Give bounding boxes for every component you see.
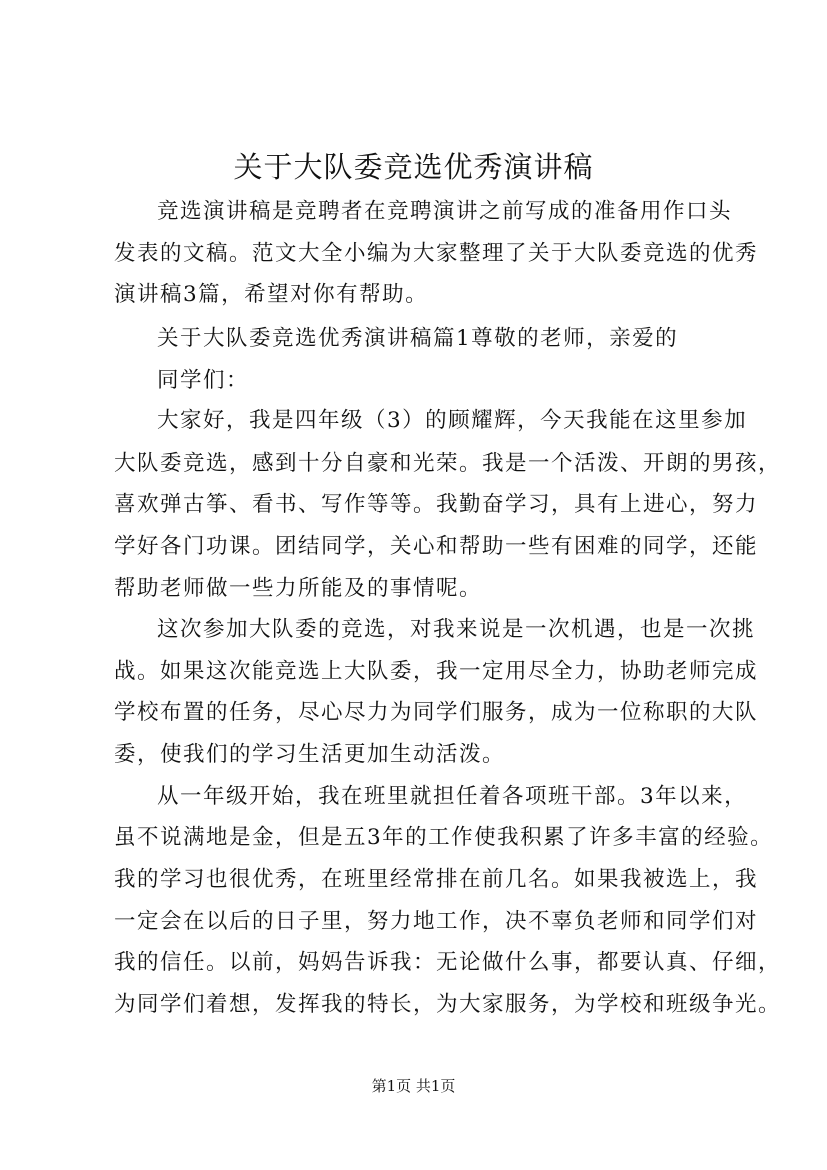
text-line-15: 从一年级开始，我在班里就担任着各项班干部。3年以来，	[157, 784, 748, 809]
text-line-7: 大队委竞选，感到十分自豪和光荣。我是一个活泼、开朗的男孩，	[114, 451, 782, 476]
text-line-1: 竞选演讲稿是竞聘者在竞聘演讲之前写成的准备用作口头	[157, 199, 733, 224]
text-line-17: 我的学习也很优秀，在班里经常排在前几名。如果我被选上，我	[114, 867, 759, 892]
text-line-2: 发表的文稿。范文大全小编为大家整理了关于大队委竞选的优秀	[114, 241, 759, 266]
text-line-16: 虽不说满地是金，但是五3年的工作使我积累了许多丰富的经验。	[114, 825, 774, 850]
page-footer: 第1页 共1页	[371, 1077, 456, 1095]
text-line-14: 委，使我们的学习生活更加生动活泼。	[114, 742, 506, 767]
text-line-20: 为同学们着想，发挥我的特长，为大家服务，为学校和班级争光。	[114, 992, 782, 1017]
text-line-6: 大家好，我是四年级（3）的顾耀辉，今天我能在这里参加	[157, 408, 748, 433]
text-line-11: 这次参加大队委的竞选，对我来说是一次机遇，也是一次挑	[157, 617, 756, 642]
document-title: 关于大队委竞选优秀演讲稿	[233, 150, 594, 184]
text-line-10: 帮助老师做一些力所能及的事情呢。	[114, 576, 483, 601]
text-line-4: 关于大队委竞选优秀演讲稿篇1尊敬的老师，亲爱的	[157, 326, 679, 351]
text-line-3: 演讲稿3篇，希望对你有帮助。	[114, 282, 429, 307]
text-line-12: 战。如果这次能竞选上大队委，我一定用尽全力，协助老师完成	[114, 659, 759, 684]
text-line-9: 学好各门功课。团结同学，关心和帮助一些有困难的同学，还能	[114, 534, 759, 559]
text-line-5: 同学们：	[157, 368, 250, 393]
text-line-19: 我的信任。以前，妈妈告诉我：无论做什么事，都要认真、仔细，	[114, 950, 782, 975]
text-line-13: 学校布置的任务，尽心尽力为同学们服务，成为一位称职的大队	[114, 700, 759, 725]
text-line-18: 一定会在以后的日子里，努力地工作，决不辜负老师和同学们对	[114, 909, 759, 934]
text-line-8: 喜欢弹古筝、看书、写作等等。我勤奋学习，具有上进心，努力	[114, 492, 759, 517]
